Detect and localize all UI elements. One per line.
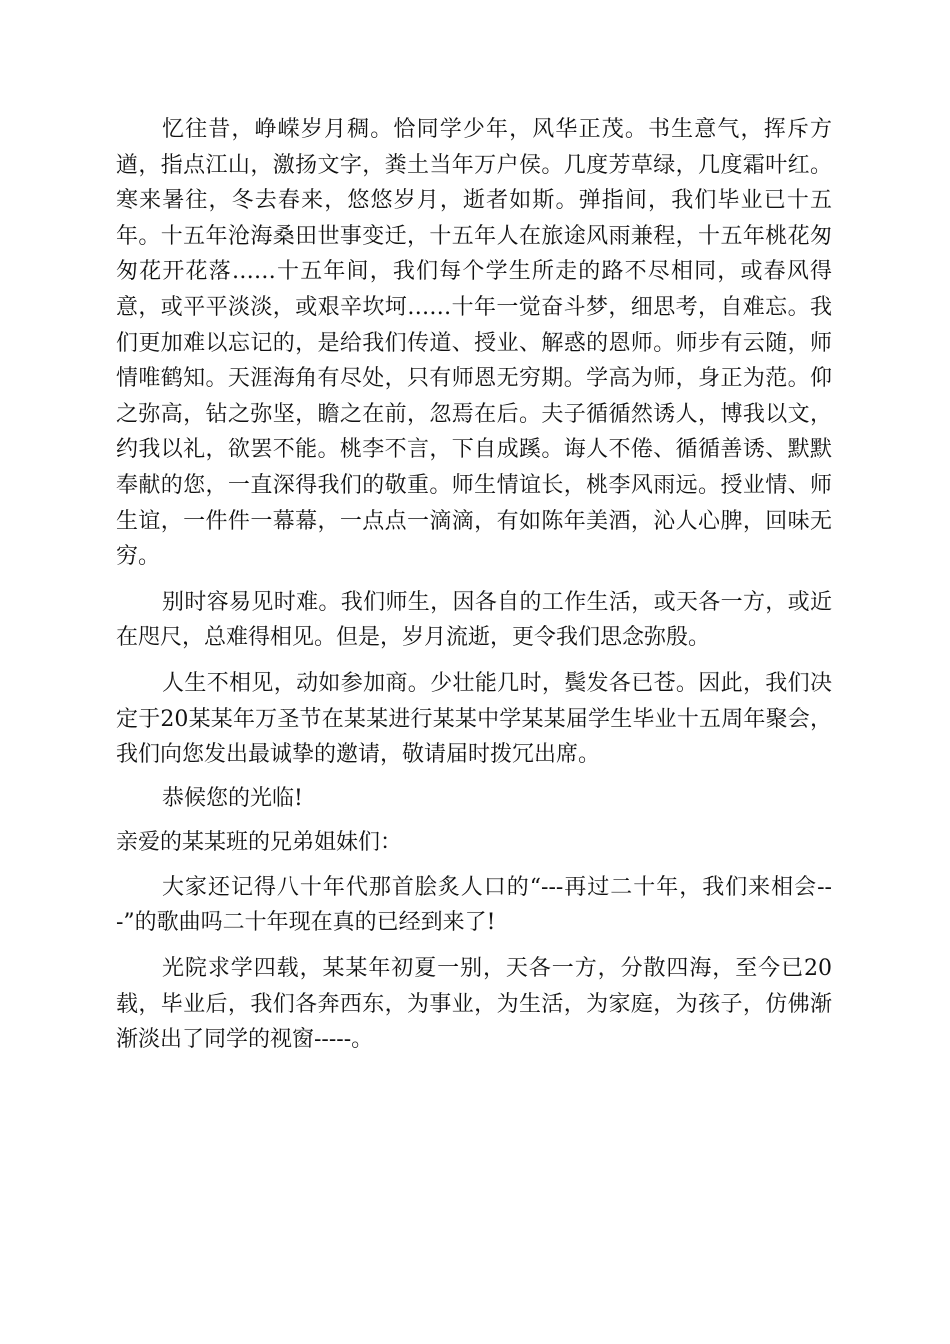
paragraph-closing: 恭候您的光临! [162, 785, 303, 811]
paragraph-invitation: 人生不相见，动如参加商。少壮能几时，鬓发各已苍。因此，我们决定于20某某年万圣节在某某进行某某中学某某届学生毕业十五周年聚会，我们向您发出最诚挚的邀请，敬请届时拨冗出席。 [116, 670, 832, 768]
paragraph-salutation: 亲爱的某某班的兄弟姐妹们： [116, 830, 403, 856]
paragraph-reminiscence: 忆往昔，峥嵘岁月稠。恰同学少年，风华正茂。书生意气，挥斥方遒，指点江山，激扬文字，粪土当年万户侯。几度芳草绿，几度霜叶红。寒来暑往，冬去春来，悠悠岁月，逝者如斯。弹指间，我们毕业已十五年。十五年沧海桑田世事变迁，十五年人在旅途风雨兼程，十五年桃花匆匆花开花落……十五年间，我们每个学生所走的路不尽相同，或春风得意，或平平淡淡，或艰辛坎坷……十年一觉奋斗梦，细思考，自难忘。我们更加难以忘记的，是给我们传道、授业、解惑的恩师。师步有云随，师情唯鹤知。天涯海角有尽处，只有师恩无穷期。学高为师，身正为范。仰之弥高，钻之弥坚，瞻之在前，忽焉在后。夫子循循然诱人，博我以文，约我以礼，欲罢不能。桃李不言，下自成蹊。诲人不倦、循循善诱、默默奉献的您，一直深得我们的敬重。师生情谊长，桃李风雨远。授业情、师生谊，一件件一幕幕，一点点一滴滴，有如陈年美酒，沁人心脾，回味无穷。 [116, 117, 832, 570]
paragraph-separation: 别时容易见时难。我们师生，因各自的工作生活，或天各一方，或近在咫尺，总难得相见。但是，岁月流逝，更令我们思念弥殷。 [116, 589, 832, 651]
paragraph-song-reference: 大家还记得八十年代那首脍炙人口的“---再过二十年，我们来相会---”的歌曲吗二十年现在真的已经到来了! [116, 874, 832, 936]
document-page [116, 112, 832, 1058]
paragraph-school-memories: 光院求学四载，某某年初夏一别，天各一方，分散四海，至今已20载，毕业后，我们各奔西东，为事业，为生活，为家庭，为孩子，仿佛渐渐淡出了同学的视窗-----。 [116, 956, 832, 1053]
